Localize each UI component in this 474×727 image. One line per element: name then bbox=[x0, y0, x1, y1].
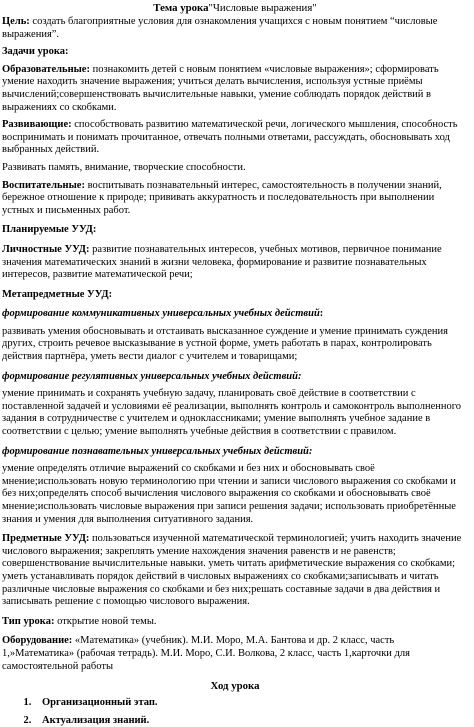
planned-uud-text: Планируемые УУД: bbox=[2, 224, 97, 236]
cognitive-heading bbox=[2, 446, 468, 459]
subject-uud-text: пользоваться изученной математической терминологией; учить находить значение числового выражения; закреплять умение нахождения значения равенств и не равенств; совершенствование вычислительные навыки. уметь читать арифметические выражения со скобками; уметь устанавливать порядок действий в числовых выражениях со скобками;записывать и читать различные числовые выражения со скобками и без них;решать составные задачи в два действия и записывать решение с помощью числового выражения. bbox=[2, 533, 462, 608]
lesson-title-label: Тема урока bbox=[153, 2, 209, 14]
communicative-text: развивать умения обосновывать и отстаивать высказанное суждение и умение принимать суждения других, строить речевое высказывание в устной форме, уметь работать в парах, контролировать действия партнёра, уметь вести диалог с учителем и товарищами; bbox=[2, 325, 448, 363]
communicative-heading-colon: : bbox=[319, 308, 324, 320]
upbringing-paragraph bbox=[2, 180, 468, 218]
educational-text: познакомить детей с новым понятием «числовые выражения»; сформировать умение находить значение выражения; учиться делать вычисления, используя устные приёмы вычислений;совершенствовать вычислительные навыки, умение соблюдать порядок действий в выражениях со скобками. bbox=[2, 63, 439, 113]
upbringing-label: Воспитательные: bbox=[2, 179, 85, 191]
personal-uud-text: развитие познавательных интересов, учебных мотивов, первичное понимание значения математических знаний в жизни человека, формирование и развитие познавательных интересов, развитие математической речи; bbox=[2, 243, 442, 281]
equipment-paragraph bbox=[2, 635, 468, 673]
lesson-type-paragraph bbox=[2, 616, 468, 629]
tasks-heading bbox=[2, 46, 468, 59]
developing-paragraph bbox=[2, 119, 468, 157]
communicative-heading bbox=[2, 308, 468, 321]
lesson-title bbox=[2, 2, 468, 15]
course-steps-list bbox=[2, 697, 468, 727]
educational-paragraph bbox=[2, 64, 468, 114]
goal-text: создать благоприятные условия для ознакомления учащихся с новым понятием “числовые выражения”. bbox=[2, 16, 438, 40]
regulative-text: умение принимать и сохранять учебную задачу, планировать своё действие в соответствии с поставленной задачей и условиями её реализации, выполнять контроль и самоконтроль выполненного задания в сотрудничестве с учителем и одноклассниками; умение выполнять учебное задание в соответствии с целью; умение выполнять учебные действия в соответствии с правилом. bbox=[2, 388, 462, 438]
personal-uud-paragraph bbox=[2, 244, 468, 282]
lesson-type-label: Тип урока: bbox=[2, 615, 55, 627]
goal-label: Цель: bbox=[2, 16, 30, 27]
developing-label: Развивающие: bbox=[2, 119, 72, 131]
list-item: 1. Организационный этап. bbox=[34, 697, 468, 710]
meta-uud-heading bbox=[2, 289, 468, 302]
subject-uud-label: Предметные УУД: bbox=[2, 533, 90, 545]
educational-label: Образовательные: bbox=[2, 63, 90, 75]
equipment-text: «Математика» (учебник). М.И. Моро, М.А. Бантова и др. 2 класс, часть 1,»Математика» (рабочая тетрадь). М.И. Моро, С.И. Волкова, 2 класс, часть 1,карточки для самостоятельной работы bbox=[2, 635, 410, 672]
lesson-title-value: "Числовые выражения" bbox=[208, 2, 317, 14]
course-heading: Ход урока bbox=[210, 680, 260, 693]
communicative-heading-text: формирование коммуникативных универсальных учебных действий bbox=[2, 308, 320, 320]
upbringing-text: воспитывать познавательный интерес, самостоятельность в получении знаний, бережное отношение к природе; прививать аккуратность и последовательность при выполнении устных и письменных работ. bbox=[2, 179, 442, 216]
equipment-label: Оборудование: bbox=[2, 635, 73, 647]
lesson-type-text: открытие новой темы. bbox=[54, 615, 157, 627]
meta-uud-text: Метапредметные УУД: bbox=[2, 288, 113, 300]
list-item: 2. Актуализация знаний. bbox=[34, 715, 468, 727]
personal-uud-label: Личностные УУД: bbox=[2, 243, 90, 255]
developing-text: способствовать развитию математической речи, логического мышления, способность воспринимать и понимать прочитанное, отвечать полными ответами, рассуждать, обосновывать ход выбранных действий. bbox=[2, 119, 458, 156]
cognitive-text: умение определять отличие выражений со скобками и без них и обосновывать своё мнение;использовать новую терминологию при чтении и записи числового выражения со скобками и без них;определять способ вычисления числового выражения со скобками и обосновывать своё мнение;использовать числовые выражения при записи решения задачи; использовать приобретённые знания и умения для выполнения ситуативного задания. bbox=[2, 463, 456, 525]
goal-paragraph bbox=[2, 16, 468, 41]
planned-uud-heading bbox=[2, 224, 468, 237]
cognitive-heading-text: формирование познавательных универсальных учебных действий: bbox=[2, 445, 313, 457]
regulative-heading-text: формирование регулятивных универсальных учебных действий: bbox=[2, 370, 302, 382]
tasks-heading-text: Задачи урока: bbox=[2, 46, 69, 58]
regulative-heading bbox=[2, 371, 468, 384]
developing-extra: Развивать память, внимание, творческие способности. bbox=[2, 161, 246, 173]
subject-uud-paragraph bbox=[2, 533, 468, 609]
